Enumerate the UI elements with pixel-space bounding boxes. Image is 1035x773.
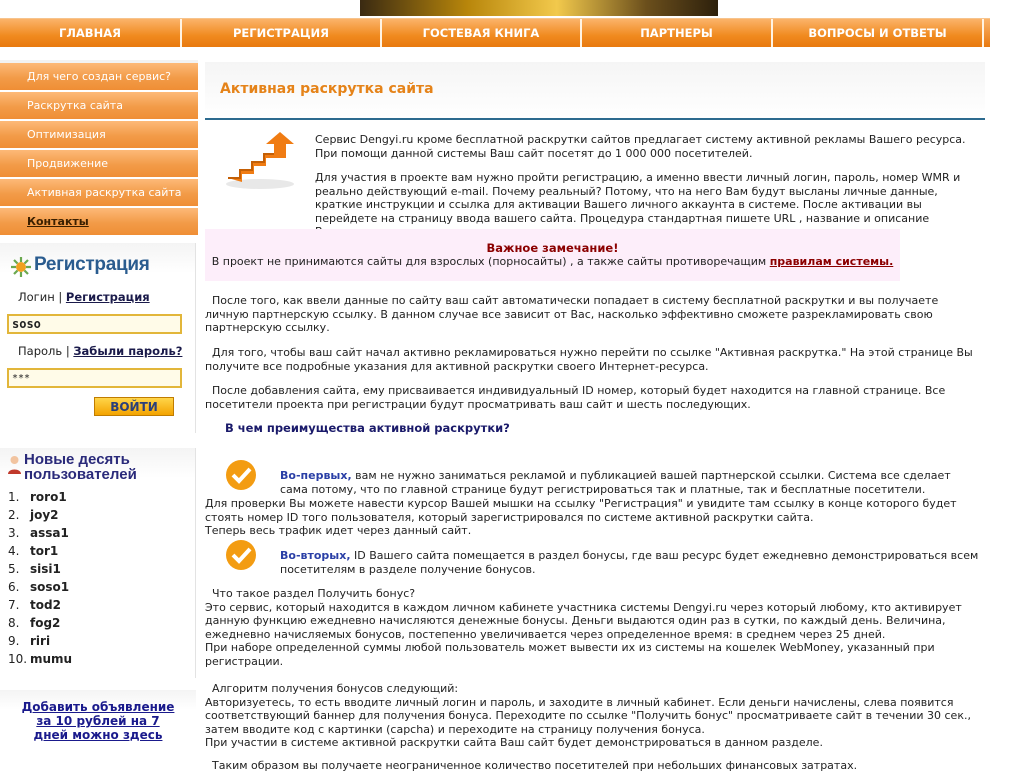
check-icon — [223, 458, 259, 492]
add-ad-link[interactable]: Добавить объявление за 10 рублей на 7 дней можно здесь — [21, 700, 175, 742]
ad-box — [0, 690, 196, 767]
nav-partners[interactable]: ПАРТНЕРЫ — [582, 19, 773, 47]
login-label: Логин — [18, 290, 55, 304]
paragraph-intro: Сервис Dengyi.ru кроме бесплатной раскрутки сайтов предлагает систему активной рекламы Вашего ресурса. При помощи данной системы Ваш сайт посетят до 1 000 000 посетителей. — [315, 133, 966, 160]
first-label: Во-первых, — [280, 469, 352, 482]
nav-home[interactable]: ГЛАВНАЯ — [0, 19, 182, 47]
side-item-purpose[interactable]: Для чего создан сервис? — [0, 63, 198, 90]
register-link[interactable]: Регистрация — [65, 290, 150, 304]
nav-faq[interactable]: ВОПРОСЫ И ОТВЕТЫ — [773, 19, 984, 47]
nav-end — [984, 19, 990, 47]
notice-text: В проект не принимаются сайты для взрослых (порносайты) , а также сайты противоречащим — [211, 255, 767, 268]
forgot-password-link[interactable]: Забыли пароль? — [73, 344, 183, 358]
list-item: 10. mumu — [8, 652, 73, 666]
side-item-optimization[interactable]: Оптимизация — [0, 121, 198, 148]
registration-title: Регистрация — [34, 254, 150, 275]
password-label-row: Пароль | Забыли пароль? — [18, 344, 183, 358]
list-item: 6. soso1 — [8, 580, 70, 594]
paragraph-registration: Для участия в проекте вам нужно пройти регистрацию, а именно ввести личный логин, пароль, номер WMR и реально действующий e-mail. Почему реальный? Потому, что на него Вам будут высланы личные данные, краткие инструкции и ссылка для активации Вашего личного аккаунта в системе. После активации вы перейдете на страницу ввода вашего сайта. Процедура стандартная пишете URL , название и описание — [315, 171, 961, 225]
paragraph-final: Таким образом вы получаете неограниченное количество посетителей при небольших финансовых затратах. — [212, 759, 858, 772]
paragraph-second: Во-вторых, ID Вашего сайта помещается в раздел бонусы, где ваш ресурс будет ежедневно демонстрироваться всем посетителям в разделе получение бонусов. — [280, 549, 979, 576]
header-banner — [360, 0, 718, 16]
side-item-advancement[interactable]: Продвижение — [0, 150, 198, 177]
page-title: Активная раскрутка сайта — [220, 81, 434, 97]
login-box — [0, 243, 196, 433]
nav-guestbook[interactable]: ГОСТЕВАЯ КНИГА — [382, 19, 582, 47]
list-item: 4. tor1 — [8, 544, 59, 558]
second-label: Во-вторых, — [280, 549, 351, 562]
list-item: 8. fog2 — [8, 616, 61, 630]
sidebar — [0, 60, 198, 237]
main-nav — [0, 18, 990, 46]
list-item: 5. sisi1 — [8, 562, 61, 576]
login-button[interactable]: ВОЙТИ — [94, 397, 174, 416]
login-label-row: Логин | Регистрация — [18, 290, 150, 304]
paragraph-first: Во-первых, вам не нужно заниматься рекламой и публикацией вашей партнерской ссылки. Система все сделает сама потому, что по главной странице будут регистрироваться так и платные, так и бесплатные посетители. — [280, 469, 951, 496]
new-users-list — [8, 490, 72, 670]
password-input[interactable] — [7, 368, 182, 388]
paragraph-algorithm: Алгоритм получения бонусов следующий: Авторизуетесь, то есть вводите личный логин и пароль, и заходите в личный кабинет. Если деньги начислены, слева появится соответствующий баннер для получения бонуса. Переходите по ссылке "Получить бонус" просматриваете сайт в течении 30 сек., затем вводите код с картинки (capcha) и переходите на страницу получения бонуса. При участии в системе активной раскрутки сайта Ваш сайт будет демонстрироваться в данном разделе. — [205, 682, 971, 749]
side-item-contacts[interactable]: Контакты — [0, 208, 198, 235]
paragraph-after-entry: После того, как ввели данные по сайту ваш сайт автоматически попадает в систему бесплатной раскрутки и вы получаете личную партнерскую ссылку. В данном случае все зависит от Вас, насколько эффективно сможете разрекламировать свою партнерскую ссылку. — [205, 294, 939, 334]
main-content — [205, 62, 985, 772]
paragraph-first-more: Для проверки Вы можете навести курсор Вашей мышки на ссылку "Регистрация" и увидите там ссылку в конце которого будет стоять номер ID того пользователя, который зарегистрировался по системе активной раскрутки сайта. Теперь весь трафик идет через данный сайт. — [205, 497, 957, 537]
paragraph-id: После добавления сайта, ему присваивается индивидуальный ID номер, который будет находится на главной странице. Все посетители проекта при регистрации будут просматривать ваш сайт и шесть последующих. — [205, 384, 946, 411]
side-item-active-promotion[interactable]: Активная раскрутка сайта — [0, 179, 198, 206]
list-item: 7. tod2 — [8, 598, 61, 612]
login-input[interactable] — [7, 314, 182, 334]
advantages-heading: В чем преимущества активной раскрутки? — [225, 421, 510, 435]
list-item: 3. assa1 — [8, 526, 69, 540]
new-users-box — [0, 448, 196, 678]
paragraph-active-link: Для того, чтобы ваш сайт начал активно рекламироваться нужно перейти по ссылке "Активная раскрутка." На этой странице Вы получите все подробные указания для активной раскрутки своего Интернет-ресурса. — [205, 346, 973, 373]
check-icon — [223, 538, 259, 572]
list-item: 2. joy2 — [8, 508, 59, 522]
password-label: Пароль — [18, 344, 63, 358]
registration-icon — [10, 256, 32, 278]
paragraph-bonus: Что такое раздел Получить бонус? Это сервис, который находится в каждом личном кабинете участника системы Dengyi.ru через который любому, кто активирует данную функцию ежедневно начисляются денежные бонусы. Деньги выдаются один раз в сутки, по каждый день. Величина, ежедневно начисляемых бонусов, постепенно увеличивается через определенное время: в среднем через 25 дней. При наборе определенной суммы любой пользователь может вывести их из системы на кошелек WebMoney, указанный при регистрации. — [205, 587, 962, 668]
side-item-promotion[interactable]: Раскрутка сайта — [0, 92, 198, 119]
list-item: 9. riri — [8, 634, 51, 648]
side-menu — [0, 60, 198, 235]
nav-registration[interactable]: РЕГИСТРАЦИЯ — [182, 19, 382, 47]
user-icon — [7, 455, 22, 475]
notice-title: Важное замечание! — [486, 241, 619, 255]
rules-link[interactable]: правилам системы. — [769, 255, 894, 268]
important-notice — [205, 229, 900, 281]
list-item: 1. roro1 — [8, 490, 67, 504]
new-users-title: Новые десять пользователей — [24, 451, 137, 483]
